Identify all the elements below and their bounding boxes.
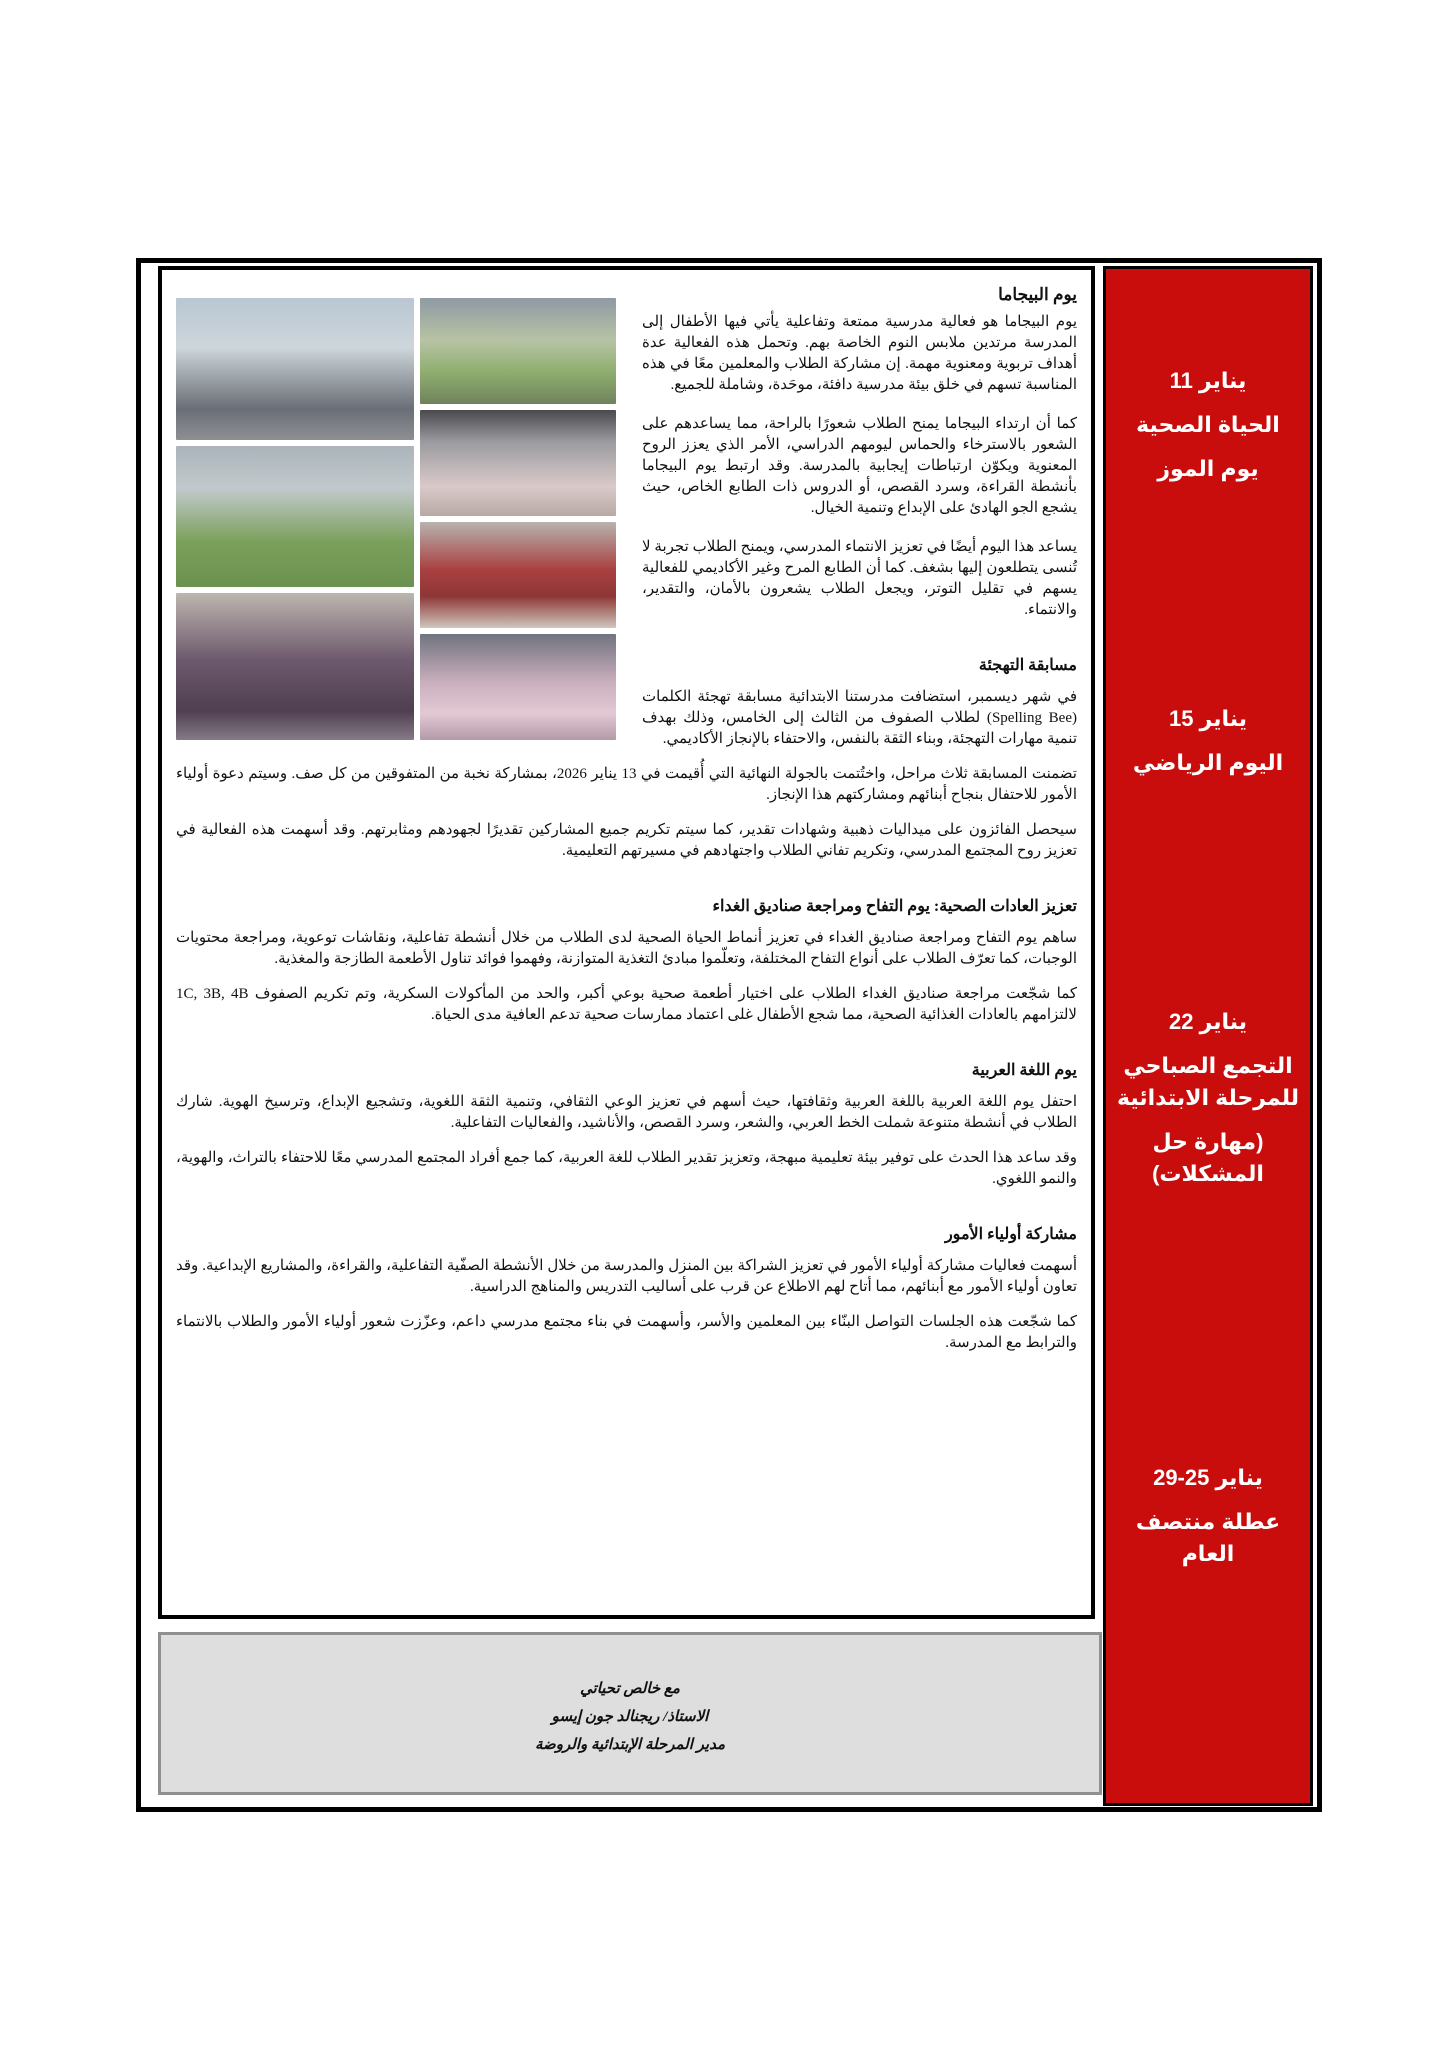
spelling-paragraph-3: سيحصل الفائزون على ميداليات ذهبية وشهادات تقدير، كما سيتم تكريم جميع المشاركين تقديرًا لجهودهم ومثابرتهم. وقد أسهمت هذه الفعالية في تعزيز روح المجتمع المدرسي، وتكريم تفاني الطلاب واجتهادهم في مسيرتهم التعليمية.	[176, 822, 1077, 859]
signature-greeting: مع خالص تحياتي	[580, 1681, 680, 1697]
collage-left-column	[176, 298, 414, 740]
photo-girls-group	[420, 634, 616, 740]
photo-carpet-play	[420, 298, 616, 404]
spelling-paragraph-2: تضمنت المسابقة ثلاث مراحل، واختُتمت بالجولة النهائية التي أُقيمت في 13 يناير 2026، بمشاركة نخبة من المتفوقين من كل صف. وسيتم دعوة أولياء الأمور للاحتفال بنجاح أبنائهم ومشاركتهم هذا الإنجاز.	[176, 766, 1077, 803]
events-sidebar	[1103, 266, 1313, 1806]
newsletter-frame	[136, 258, 1322, 1812]
section-title-arabic-language-day: يوم اللغة العربية	[971, 1062, 1077, 1079]
photo-classroom-group	[176, 298, 414, 440]
event-label: العام	[1181, 1541, 1235, 1566]
event-label: (مهارة حل	[1152, 1129, 1264, 1154]
event-label: للمرحلة الابتدائية	[1117, 1085, 1299, 1110]
section-title-spelling-bee: مسابقة التهجئة	[978, 657, 1077, 674]
photo-mat-activity	[176, 593, 414, 740]
signature-name: الاستاذ/ ريجنالد جون إيسو	[551, 1709, 709, 1725]
event-label: عطلة منتصف	[1135, 1509, 1281, 1534]
signature-role: مدير المرحلة الإبتدائية والروضة	[534, 1737, 726, 1753]
section-title-pajama-day: يوم البيجاما	[998, 285, 1077, 304]
signature-footer	[158, 1632, 1102, 1795]
arabic-day-paragraph-1: احتفل يوم اللغة العربية باللغة العربية وثقافتها، حيث أسهم في تعزيز الوعي الثقافي، وتنمية الثقة اللغوية، وتشجيع الإبداع، وترسيخ الهوية. شارك الطلاب في أنشطة متنوعة شملت الخط العربي، والشعر، وسرد القصص، والأناشيد، والفعاليات التفاعلية.	[176, 1094, 1077, 1131]
event-date: 22 يناير	[1168, 1009, 1248, 1034]
event-date: 29-25 يناير	[1153, 1465, 1263, 1490]
section-title-parent-involvement: مشاركة أولياء الأمور	[944, 1226, 1077, 1243]
parents-paragraph-1: أسهمت فعاليات مشاركة أولياء الأمور في تعزيز الشراكة بين المنزل والمدرسة من خلال الأنشطة الصفّية التفاعلية، والقراءة، والمشاريع الإبداعية. وقد تعاون أولياء الأمور مع أبنائهم، مما أتاح لهم الاطلاع عن قرب على أساليب التدريس والمناهج الدراسية.	[176, 1258, 1077, 1295]
health-paragraph-2: كما شجّعت مراجعة صناديق الغداء الطلاب على اختيار أطعمة صحية بوعي أكبر، والحد من المأكولات السكرية، وتم تكريم الصفوف 1C, 3B, 4B لالتزامهم بالعادات الغذائية الصحية، مما شجع الأطفال غلى اعتماد ممارسات صحية تدعم العافية مدى الحياة.	[176, 986, 1078, 1023]
event-label: المشكلات)	[1152, 1161, 1264, 1186]
event-jan-25-29-midyear-break	[1106, 1462, 1310, 1570]
event-jan-22-morning-assembly	[1106, 1006, 1310, 1190]
event-label: اليوم الرياضي	[1132, 750, 1284, 775]
event-label: الحياة الصحية	[1136, 412, 1280, 437]
photo-vending-group	[420, 522, 616, 628]
section-title-healthy-habits: تعزيز العادات الصحية: يوم التفاح ومراجعة صناديق الغداء	[712, 898, 1077, 915]
collage-right-column	[420, 298, 616, 740]
health-paragraph-1: ساهم يوم التفاح ومراجعة صناديق الغداء في تعزيز أنماط الحياة الصحية لدى الطلاب من خلال أنشطة تفاعلية، ونقاشات توعوية، ومراجعة محتويات الوجبات، كما تعرّف الطلاب على أنواع التفاح المختلفة، وتعلّموا مبادئ التغذية المتوازنة، وفهموا فوائد تناول الأطعمة الطازجة والمغذية.	[176, 930, 1077, 967]
parents-paragraph-2: كما شجّعت هذه الجلسات التواصل البنّاء بين المعلمين والأسر، وأسهمت في بناء مجتمع مدرسي داعم، وعزّزت شعور أولياء الأمور والطلاب بالانتماء والترابط مع المدرسة.	[176, 1314, 1077, 1351]
event-date: 11 يناير	[1169, 368, 1247, 393]
event-jan-11-banana-day	[1106, 365, 1310, 485]
event-date: 15 يناير	[1168, 706, 1248, 731]
pajama-paragraph-3: يساعد هذا اليوم أيضًا في تعزيز الانتماء المدرسي، ويمنح الطلاب تجربة لا تُنسى يتطلعون إليها بشغف. كما أن الطابع المرح وغير الأكاديمي للفعالية يسهم في تقليل التوتر، ويجعل الطلاب يشعرون بالأمان، والتقدير، والانتماء.	[642, 539, 1077, 618]
main-content	[158, 266, 1095, 1619]
arabic-day-paragraph-2: وقد ساعد هذا الحدث على توفير بيئة تعليمية مبهجة، وتعزيز تقدير الطلاب للغة العربية، كما جمع أفراد المجتمع المدرسي معًا للاحتفاء بالتراث، والهوية، والنمو اللغوي.	[176, 1150, 1077, 1187]
event-label: التجمع الصباحي	[1123, 1053, 1293, 1078]
pajama-paragraph-2: كما أن ارتداء البيجاما يمنح الطلاب شعورًا بالراحة، مما يساعدهم على الشعور بالاسترخاء والحماس ليومهم الدراسي، الأمر الذي يعزز الروح المعنوية ويكوّن ارتباطات إيجابية بالمدرسة. وقد ارتبط يوم البيجاما بأنشطة القراءة، وسرد القصص، أو الدروس ذات الطابع الخاص، حيث يشجع الجو الهادئ على الإبداع وتنمية الخيال.	[642, 416, 1077, 516]
event-label: يوم الموز	[1157, 456, 1259, 481]
event-jan-15-sports-day	[1106, 703, 1310, 779]
spelling-paragraph-1: في شهر ديسمبر، استضافت مدرستنا الابتدائية مسابقة تهجئة الكلمات (Spelling Bee) لطلاب الصفوف من الثالث إلى الخامس، وذلك بهدف تنمية مهارات التهجئة، وبناء الثقة بالنفس، والاحتفاء بالإنجاز الأكاديمي.	[642, 689, 1077, 747]
photo-pajama-lineup	[420, 410, 616, 516]
pajama-paragraph-1: يوم البيجاما هو فعالية مدرسية ممتعة وتفاعلية يأتي فيها الأطفال إلى المدرسة مرتدين ملابس النوم الخاصة بهم. وتحمل هذه الفعالية عدة أهداف تربوية ومعنوية مهمة. إن مشاركة الطلاب والمعلمين معًا في هذه المناسبة تسهم في خلق بيئة مدرسية دافئة، موحَدة، وشاملة للجميع.	[642, 314, 1077, 393]
photo-collage	[176, 298, 616, 740]
photo-field-group	[176, 446, 414, 587]
